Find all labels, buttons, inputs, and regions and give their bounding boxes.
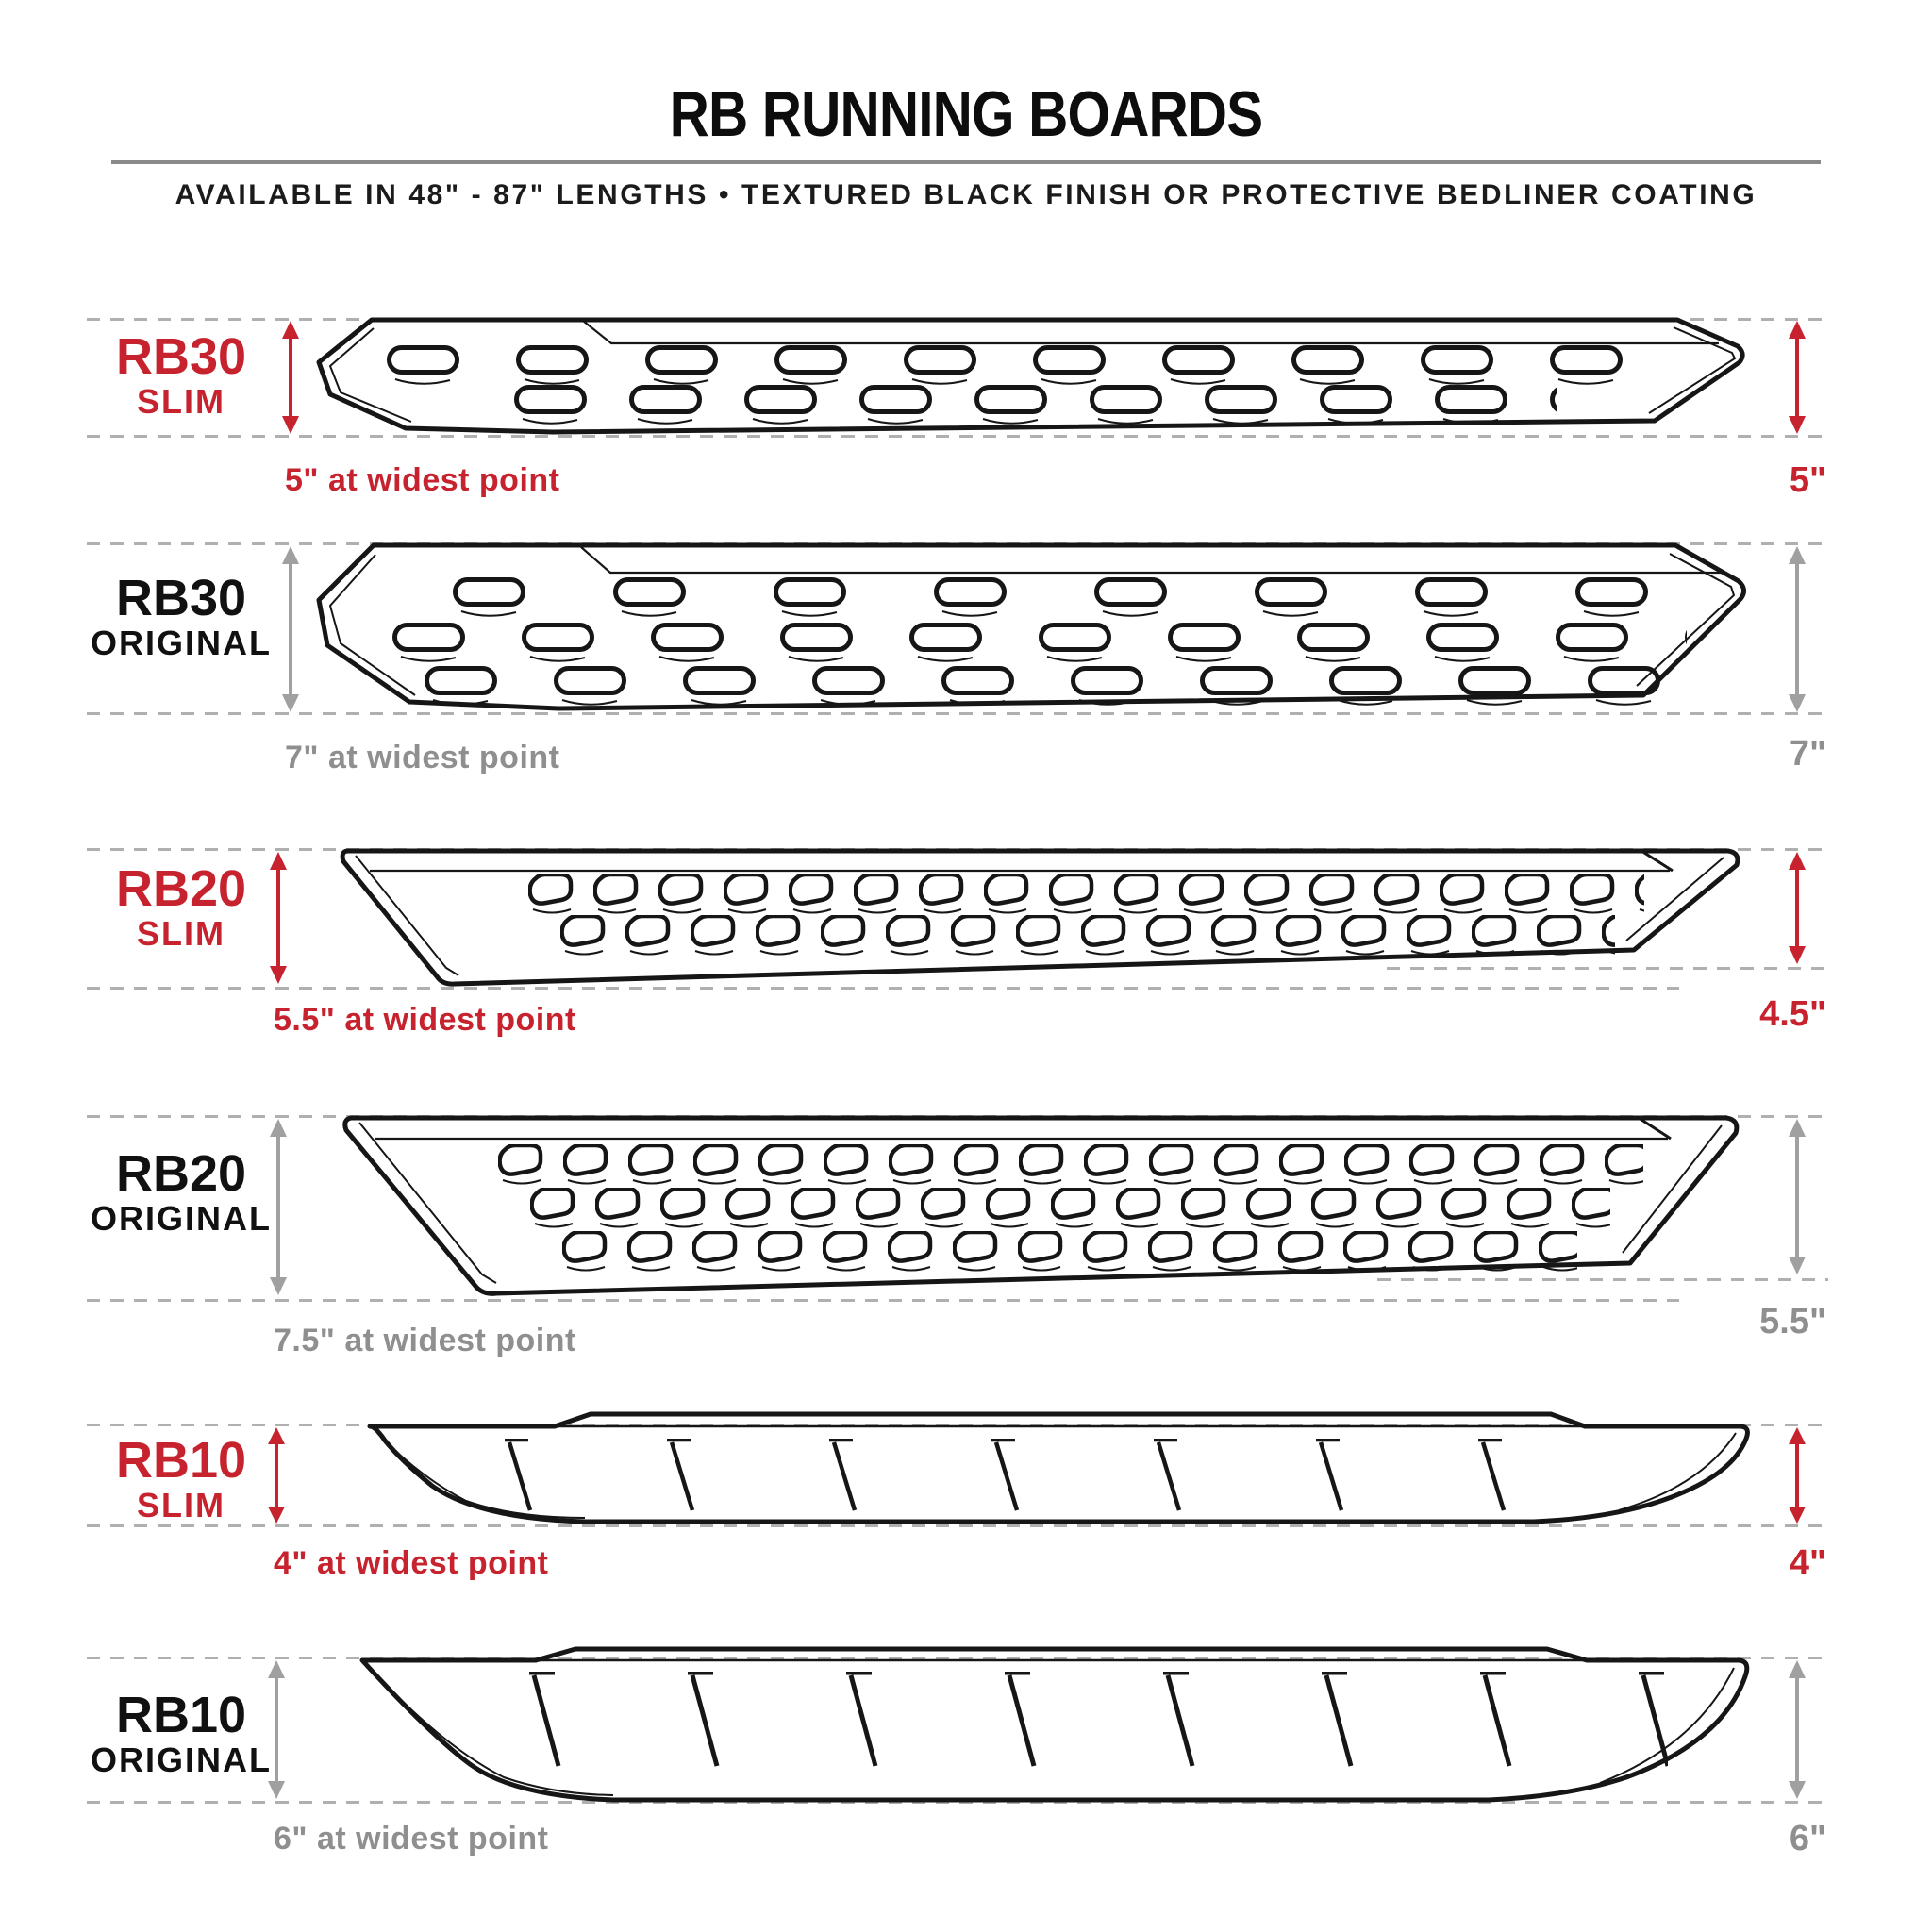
left-dimension-arrow bbox=[259, 1658, 293, 1801]
height-dimension-note: 5" bbox=[1789, 460, 1826, 500]
left-dimension-arrow bbox=[261, 1117, 295, 1297]
rb10-slim-board-drawing bbox=[302, 1410, 1759, 1530]
variant-name: SLIM bbox=[137, 914, 225, 953]
height-dimension-note: 7" bbox=[1789, 734, 1826, 774]
right-dimension-arrow bbox=[1780, 1425, 1814, 1525]
left-dimension-arrow bbox=[274, 544, 308, 714]
model-name: RB20 bbox=[115, 860, 247, 917]
model-name: RB10 bbox=[115, 1687, 247, 1743]
variant-name: ORIGINAL bbox=[91, 624, 272, 662]
left-dimension-arrow bbox=[274, 319, 308, 436]
width-dimension-note: 7.5" at widest point bbox=[274, 1323, 576, 1358]
rb30-original-board-drawing bbox=[311, 540, 1759, 717]
variant-name: SLIM bbox=[137, 382, 225, 421]
height-dimension-note: 5.5" bbox=[1759, 1302, 1826, 1341]
board-label bbox=[58, 330, 304, 421]
page-subtitle: AVAILABLE IN 48" - 87" LENGTHS • TEXTURED BLACK FINISH OR PROTECTIVE BEDLINER COATING bbox=[175, 179, 1757, 210]
board-label bbox=[58, 572, 304, 662]
rb30-slim-board-drawing bbox=[311, 315, 1759, 440]
model-name: RB30 bbox=[115, 328, 247, 385]
rb10-original-board-drawing bbox=[302, 1647, 1759, 1807]
right-dimension-arrow bbox=[1780, 1658, 1814, 1801]
right-dimension-arrow bbox=[1780, 1117, 1814, 1276]
width-dimension-note: 7" at widest point bbox=[285, 740, 560, 775]
left-dimension-arrow bbox=[261, 850, 295, 986]
width-dimension-note: 6" at widest point bbox=[274, 1821, 549, 1857]
right-dimension-arrow bbox=[1780, 544, 1814, 714]
width-dimension-note: 5" at widest point bbox=[285, 462, 560, 498]
left-dimension-arrow bbox=[259, 1425, 293, 1525]
variant-name: ORIGINAL bbox=[91, 1199, 272, 1238]
right-dimension-arrow bbox=[1780, 850, 1814, 966]
title-divider bbox=[111, 160, 1821, 164]
height-dimension-note: 4.5" bbox=[1759, 994, 1826, 1034]
rb20-original-board-drawing bbox=[311, 1112, 1759, 1305]
height-dimension-note: 4" bbox=[1789, 1543, 1826, 1583]
variant-name: ORIGINAL bbox=[91, 1740, 272, 1779]
rb20-slim-board-drawing bbox=[311, 845, 1759, 989]
model-name: RB30 bbox=[115, 570, 247, 626]
right-dimension-arrow bbox=[1780, 319, 1814, 436]
model-name: RB20 bbox=[115, 1145, 247, 1202]
variant-name: SLIM bbox=[137, 1486, 225, 1524]
page-title: RB RUNNING BOARDS bbox=[669, 78, 1263, 150]
height-dimension-note: 6" bbox=[1789, 1819, 1826, 1858]
width-dimension-note: 4" at widest point bbox=[274, 1545, 549, 1581]
model-name: RB10 bbox=[115, 1432, 247, 1489]
width-dimension-note: 5.5" at widest point bbox=[274, 1002, 576, 1038]
